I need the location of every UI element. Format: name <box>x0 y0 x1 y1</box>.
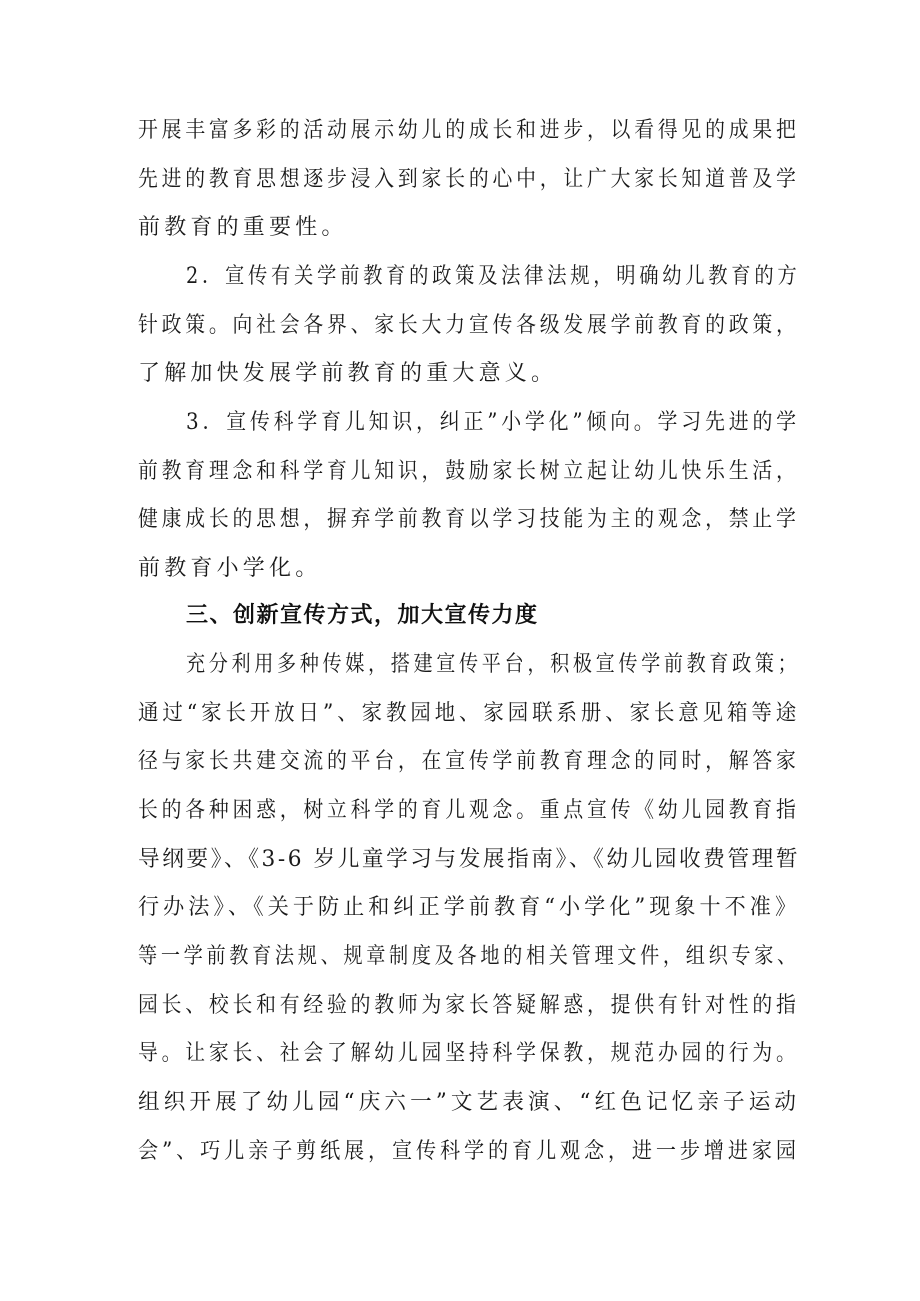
paragraph-line: 等一学前教育法规、规章制度及各地的相关管理文件，组织专家、 <box>138 944 800 969</box>
paragraph-line: 了解加快发展学前教育的重大意义。 <box>138 361 558 386</box>
paragraph-line: 园长、校长和有经验的教师为家长答疑解惑，提供有针对性的指 <box>138 993 800 1018</box>
section-heading: 三、创新宣传方式，加大宣传力度 <box>186 603 539 628</box>
paragraph-line: 行办法》、《关于防止和纠正学前教育“小学化”现象十不准》 <box>138 895 801 920</box>
paragraph-line: 先进的教育思想逐步浸入到家长的心中，让广大家长知道普及学 <box>138 167 800 192</box>
paragraph-line: 充分利用多种传媒，搭建宣传平台，积极宣传学前教育政策； <box>186 652 801 677</box>
paragraph-line: 开展丰富多彩的活动展示幼儿的成长和进步，以看得见的成果把 <box>138 118 800 143</box>
paragraph-line: 2．宣传有关学前教育的政策及法律法规，明确幼儿教育的方 <box>186 264 801 289</box>
paragraph-line: 长的各种困惑，树立科学的育儿观念。重点宣传《幼儿园教育指 <box>138 798 800 823</box>
paragraph-line: 会”、巧儿亲子剪纸展，宣传科学的育儿观念，进一步增进家园 <box>138 1139 800 1164</box>
paragraph-line: 健康成长的思想，摒弃学前教育以学习技能为主的观念，禁止学 <box>138 507 800 532</box>
paragraph-line: 径与家长共建交流的平台，在宣传学前教育理念的同时，解答家 <box>138 749 800 774</box>
paragraph-line: 前教育小学化。 <box>138 556 322 581</box>
paragraph-line: 组织开展了幼儿园“庆六一”文艺表演、“红色记忆亲子运动 <box>138 1090 801 1115</box>
paragraph-line: 通过“家长开放日”、家教园地、家园联系册、家长意见箱等途 <box>138 701 801 726</box>
paragraph-line: 针政策。向社会各界、家长大力宣传各级发展学前教育的政策， <box>138 313 800 338</box>
paragraph-line: 3．宣传科学育儿知识，纠正”小学化”倾向。学习先进的学 <box>186 410 800 435</box>
paragraph-line: 前教育的重要性。 <box>138 215 348 240</box>
paragraph-line: 导。让家长、社会了解幼儿园坚持科学保教，规范办园的行为。 <box>138 1041 800 1066</box>
paragraph-line: 导纲要》、《3-6 岁儿童学习与发展指南》、《幼儿园收费管理暂 <box>138 847 801 872</box>
paragraph-line: 前教育理念和科学育儿知识，鼓励家长树立起让幼儿快乐生活， <box>138 459 800 484</box>
